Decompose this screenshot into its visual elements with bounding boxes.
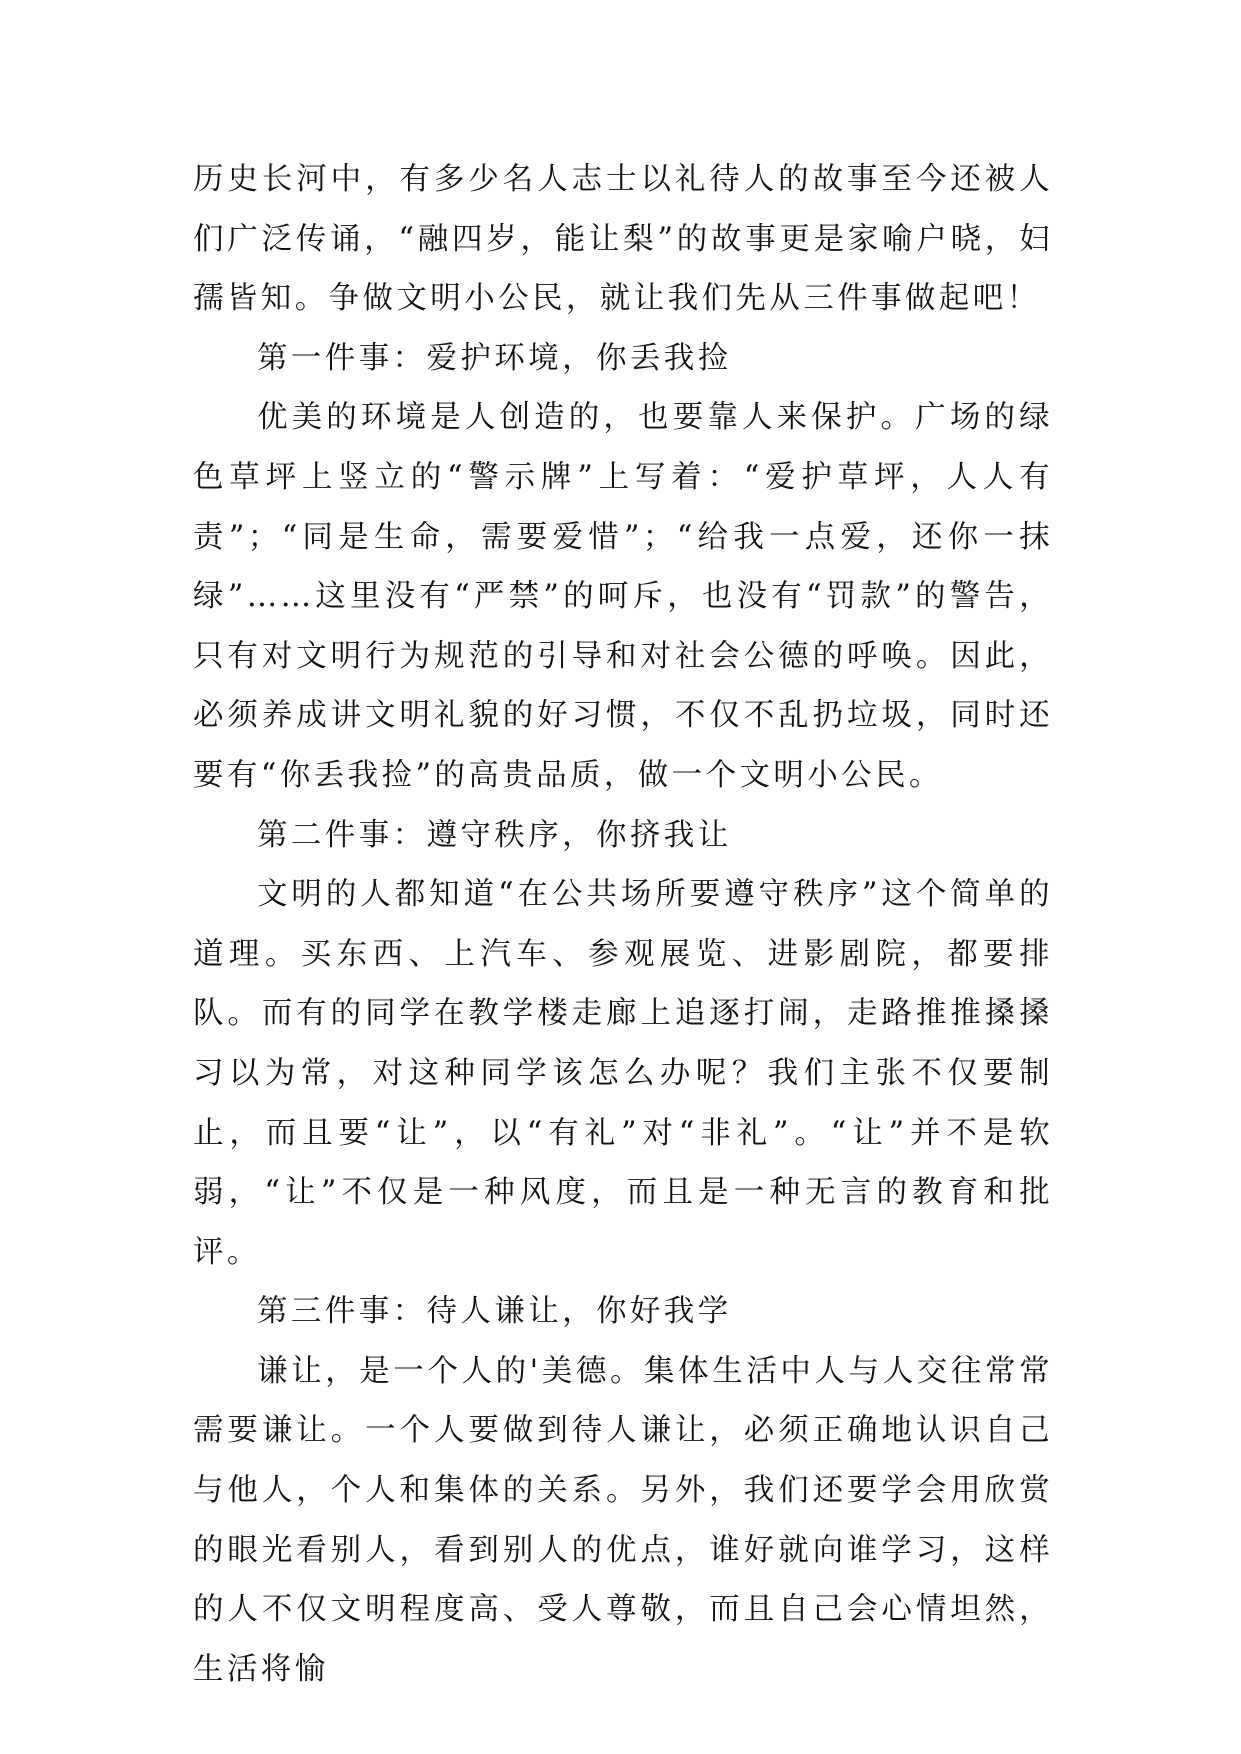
section-body-2: 文明的人都知道“在公共场所要遵守秩序”这个简单的道理。买东西、上汽车、参观展览、进影剧院，都要排队。而有的同学在教学楼走廊上追逐打闹，走路推推搡搡习以为常，对这种同学该怎么办呢？我们主张不仅要制止，而且要“让”，以“有礼”对“非礼”。“让”并不是软弱，“让”不仅是一种风度，而且是一种无言的教育和批评。 [193, 877, 1053, 1270]
intro-paragraph: 历史长河中，有多少名人志士以礼待人的故事至今还被人们广泛传诵，“融四岁，能让梨”的故事更是家喻户晓，妇孺皆知。争做文明小公民，就让我们先从三件事做起吧！ [193, 162, 1053, 317]
section-body-1: 优美的环境是人创造的，也要靠人来保护。广场的绿色草坪上竖立的“警示牌”上写着：“爱护草坪，人人有责”；“同是生命，需要爱惜”；“给我一点爱，还你一抹绿”……这里没有“严禁”的呵斥，也没有“罚款”的警告，只有对文明行为规范的引导和对社会公德的呼唤。因此，必须养成讲文明礼貌的好习惯，不仅不乱扔垃圾，同时还要有“你丢我捡”的高贵品质，做一个文明小公民。 [193, 400, 1053, 793]
section-heading-1: 第一件事：爱护环境，你丢我捡 [257, 340, 732, 376]
section-heading-2: 第二件事：遵守秩序，你挤我让 [257, 817, 732, 853]
document-page [193, 150, 1053, 1699]
section-body-3: 谦让，是一个人的'美德。集体生活中人与人交往常常需要谦让。一个人要做到待人谦让，必须正确地认识自己与他人，个人和集体的关系。另外，我们还要学会用欣赏的眼光看别人，看到别人的优点，谁好就向谁学习，这样的人不仅文明程度高、受人尊敬，而且自己会心情坦然，生活将愉 [193, 1353, 1053, 1687]
section-heading-3: 第三件事：待人谦让，你好我学 [257, 1294, 732, 1330]
